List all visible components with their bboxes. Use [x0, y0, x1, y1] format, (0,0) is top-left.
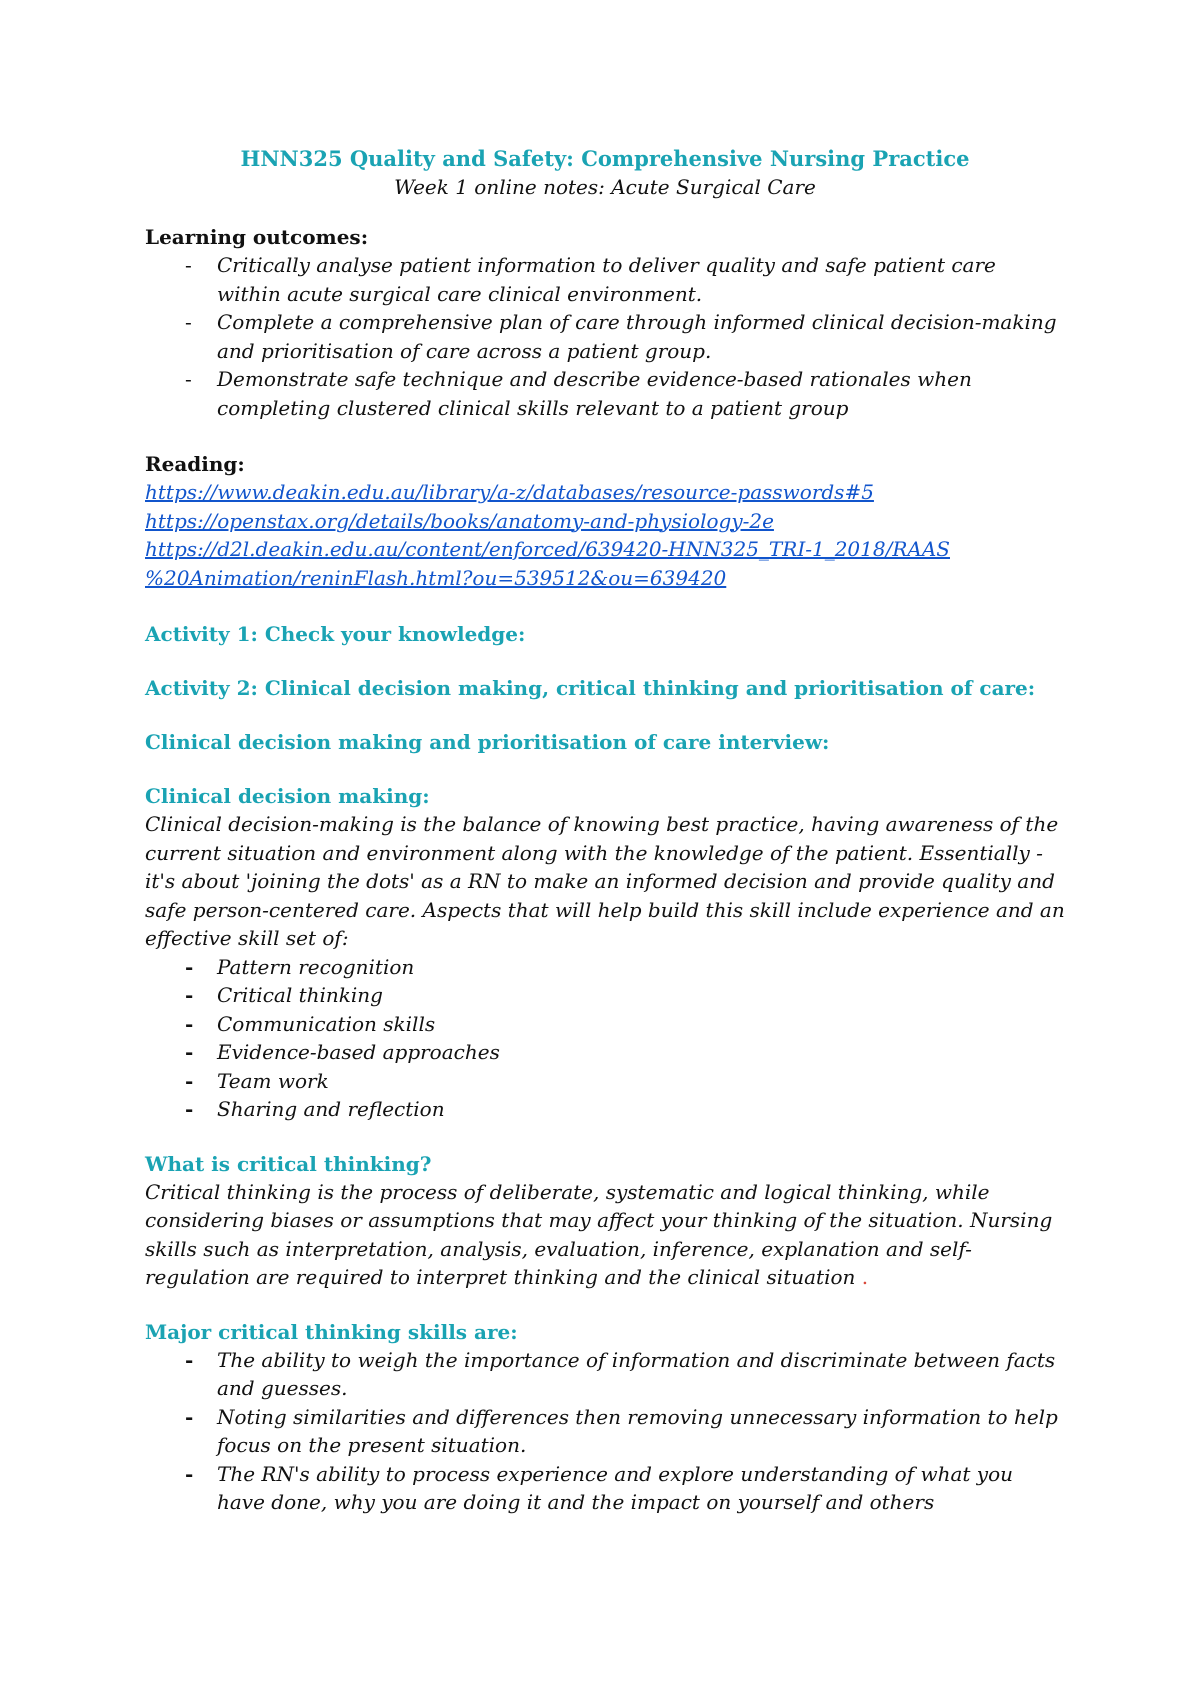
dash-bullet: -	[185, 1404, 194, 1429]
dash-bullet: -	[185, 1068, 194, 1093]
learning-outcomes-heading: Learning outcomes:	[145, 225, 369, 249]
clinical-skills-list	[145, 953, 1065, 1124]
list-item: - Communication skills	[145, 1010, 1065, 1039]
list-item: - Complete a comprehensive plan of care through informed clinical decision-making and prioritisation of care across a patient group.	[185, 310, 1057, 363]
critical-thinking-paragraph: Critical thinking is the process of deliberate, systematic and logical thinking, while considering biases or assumptions that may affect your thinking of the situation. Nursing skills such as interpretation, analysis, evaluation, inference, explanation and self-regulation are required to interpret thinking and the clinical situation .	[145, 1179, 1053, 1289]
dash-bullet: -	[185, 954, 194, 979]
reading-link-raas-animation-cont[interactable]: %20Animation/reninFlash.html?ou=539512&ou=639420	[145, 565, 727, 590]
list-item: - Noting similarities and differences then removing unnecessary information to help focus on the present situation.	[185, 1404, 1058, 1457]
dash-bullet: -	[185, 983, 194, 1007]
list-item: - Critical thinking	[145, 981, 1065, 1010]
list-item: - The RN's ability to process experience and explore understanding of what you have done, why you are doing it and the impact on yourself and others	[185, 1461, 1014, 1514]
dash-bullet: -	[185, 1097, 194, 1121]
list-item: - Critically analyse patient information to deliver quality and safe patient care within acute surgical care clinical environment.	[185, 253, 996, 306]
critical-thinking-heading: What is critical thinking?	[145, 1151, 432, 1176]
dash-bullet: -	[185, 1011, 194, 1036]
document-subtitle: Week 1 online notes: Acute Surgical Care	[394, 175, 816, 199]
activity-1-heading: Activity 1: Check your knowledge:	[145, 622, 526, 646]
list-item: - Team work	[145, 1067, 1065, 1096]
reading-link-openstax[interactable]: https://openstax.org/details/books/anatomy-and-physiology-2e	[145, 508, 774, 533]
document-title: HNN325 Quality and Safety: Comprehensive Nursing Practice	[240, 146, 970, 171]
interview-heading: Clinical decision making and prioritisation of care interview:	[145, 730, 830, 754]
dash-bullet: -	[185, 367, 192, 391]
major-skills-list	[145, 1346, 1065, 1517]
dash-bullet: -	[185, 1347, 194, 1372]
list-item: - Pattern recognition	[145, 953, 1065, 982]
red-period-mark: .	[861, 1265, 869, 1289]
reading-links	[145, 478, 1065, 592]
clinical-decision-heading: Clinical decision making:	[145, 784, 430, 808]
document-page	[145, 145, 1065, 1517]
list-item: - The ability to weigh the importance of information and discriminate between facts and guesses.	[185, 1347, 1056, 1400]
clinical-decision-paragraph: Clinical decision-making is the balance of knowing best practice, having awareness of the current situation and environment along with the knowledge of the patient. Essentially - it's about 'joining the dots' as a RN to make an informed decision and provide quality and safe person-centered care. Aspects that will help build this skill include experience and an effective skill set of:	[145, 812, 1065, 950]
reading-link-resource-passwords[interactable]: https://www.deakin.edu.au/library/a-z/databases/resource-passwords#5	[145, 480, 874, 504]
list-item: - Evidence-based approaches	[145, 1038, 1065, 1067]
reading-link-raas-animation[interactable]: https://d2l.deakin.edu.au/content/enforced/639420-HNN325_TRI-1_2018/RAAS	[145, 537, 950, 561]
dash-bullet: -	[185, 253, 192, 277]
activity-2-heading: Activity 2: Clinical decision making, critical thinking and prioritisation of care:	[145, 676, 1036, 700]
dash-bullet: -	[185, 1040, 194, 1064]
reading-heading: Reading:	[145, 452, 245, 476]
dash-bullet: -	[185, 310, 192, 334]
list-item: - Sharing and reflection	[145, 1095, 1065, 1124]
list-item: - Demonstrate safe technique and describe evidence-based rationales when completing clustered clinical skills relevant to a patient group	[185, 367, 972, 420]
dash-bullet: -	[185, 1461, 194, 1486]
learning-outcomes-list	[145, 251, 1065, 422]
major-skills-heading: Major critical thinking skills are:	[145, 1319, 518, 1344]
